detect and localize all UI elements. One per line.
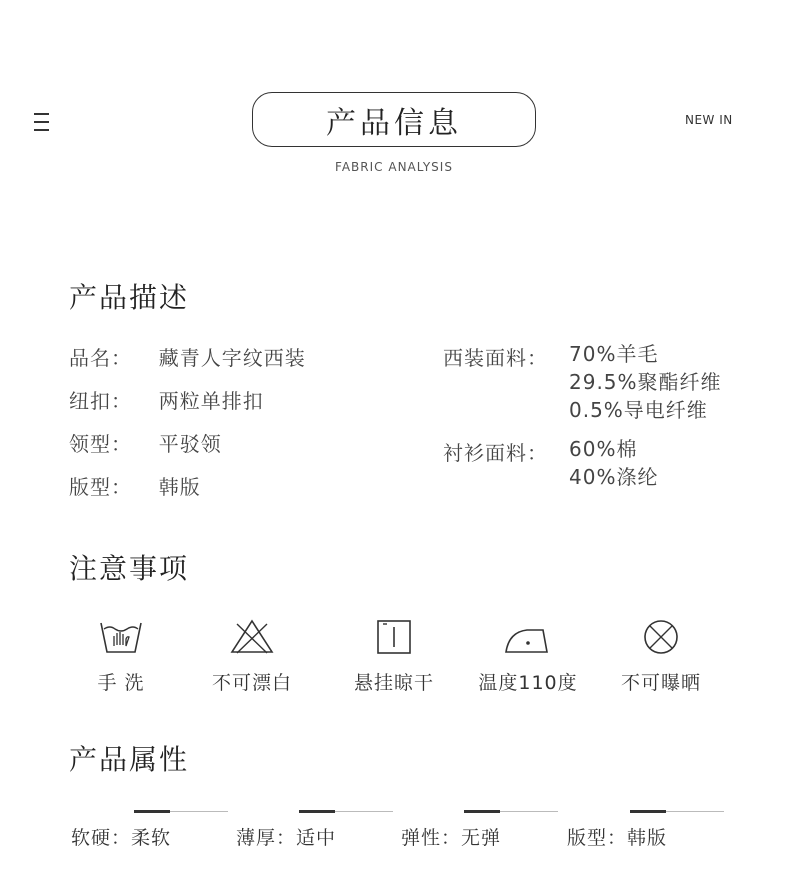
care-label: 不可漂白	[211, 672, 292, 694]
hand-wash-icon	[99, 618, 143, 656]
attr-marker	[464, 810, 500, 813]
care-item-hang-dry	[334, 618, 454, 695]
attr-label: 软硬：	[71, 827, 132, 849]
attr-value: 适中	[296, 827, 337, 849]
attr-marker	[630, 810, 666, 813]
desc-label: 领型：	[69, 432, 132, 456]
desc-value: 平驳领	[158, 432, 222, 456]
suit-fabric-label: 西装面料：	[443, 346, 548, 370]
care-item-no-sun	[601, 618, 721, 695]
desc-row-name	[69, 342, 306, 371]
desc-value: 藏青人字纹西装	[158, 346, 306, 370]
attr-thickness	[236, 823, 336, 850]
care-title: 注意事项	[69, 552, 190, 585]
no-bleach-icon	[229, 618, 275, 656]
menu-icon[interactable]	[34, 113, 49, 130]
care-label: 不可曝晒	[620, 672, 701, 694]
attr-label: 薄厚：	[236, 827, 297, 849]
hang-dry-icon	[375, 618, 413, 656]
fabric-value: 29.5%聚酯纤维	[569, 370, 722, 394]
attr-value: 无弹	[461, 827, 502, 849]
desc-row-fit	[69, 471, 201, 500]
fabric-value: 70%羊毛	[569, 342, 659, 366]
page-subtitle: FABRIC ANALYSIS	[335, 160, 453, 174]
desc-value: 韩版	[158, 475, 201, 499]
fabric-value: 60%棉	[569, 437, 638, 461]
desc-value: 两粒单排扣	[158, 389, 264, 413]
desc-label: 品名：	[69, 346, 132, 370]
desc-row-button	[69, 385, 264, 414]
page-title	[252, 92, 536, 147]
attr-softness	[71, 823, 171, 850]
shirt-fabric-label: 衬衫面料：	[443, 441, 548, 465]
desc-label: 版型：	[69, 475, 132, 499]
fabric-value: 40%涤纶	[569, 465, 659, 489]
care-label: 手 洗	[97, 672, 145, 694]
shirt-fabric-values	[569, 435, 658, 491]
care-label: 悬挂晾干	[353, 672, 434, 694]
attr-value: 韩版	[627, 827, 668, 849]
page-title-text: 产品信息	[326, 105, 462, 141]
attr-fit	[567, 823, 667, 850]
iron-icon	[503, 618, 553, 656]
attr-marker	[134, 810, 170, 813]
attributes-title: 产品属性	[69, 743, 190, 776]
suit-fabric-values	[569, 340, 722, 424]
care-item-iron	[468, 618, 588, 695]
description-title: 产品描述	[69, 281, 190, 314]
attr-value: 柔软	[131, 827, 172, 849]
care-item-hand-wash	[61, 618, 181, 695]
attr-label: 弹性：	[401, 827, 462, 849]
attr-label: 版型：	[567, 827, 628, 849]
attr-marker	[299, 810, 335, 813]
desc-label: 纽扣：	[69, 389, 132, 413]
new-in-label: NEW IN	[685, 113, 733, 127]
care-label: 温度110度	[478, 672, 578, 694]
fabric-value: 0.5%导电纤维	[569, 398, 708, 422]
no-sun-icon	[642, 618, 680, 656]
attr-elasticity	[401, 823, 501, 850]
desc-row-collar	[69, 428, 222, 457]
care-item-no-bleach	[192, 618, 312, 695]
